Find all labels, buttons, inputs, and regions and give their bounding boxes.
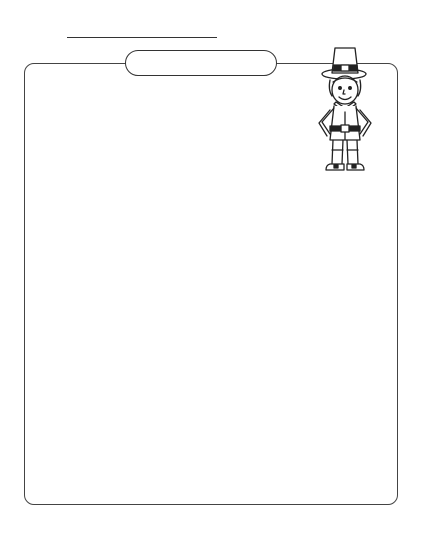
pilgrim-boy-icon (308, 40, 386, 180)
worksheet-title (125, 50, 277, 76)
name-line (67, 37, 217, 38)
